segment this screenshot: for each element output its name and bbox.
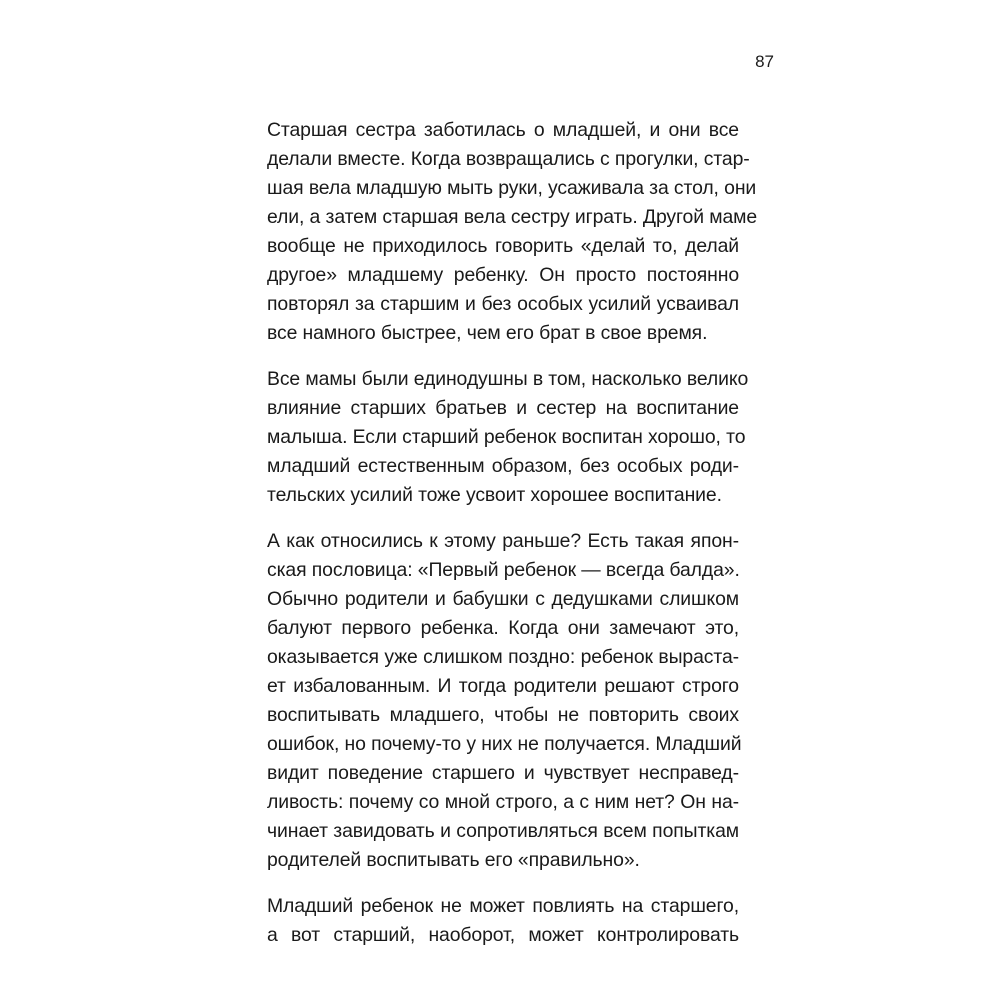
text-line: шая вела младшую мыть руки, усаживала за стол, они [267, 177, 757, 199]
text-line: вообще не приходилось говорить «делай то, делай [267, 235, 739, 257]
text-line: Обычно родители и бабушки с дедушками слишком [267, 588, 739, 610]
text-line: видит поведение старшего и чувствует несправед- [267, 762, 739, 784]
text-line: все намного быстрее, чем его брат в свое время. [267, 322, 708, 344]
text-line: повторял за старшим и без особых усилий усваивал [267, 293, 739, 315]
text-line: Старшая сестра заботилась о младшей, и они все [267, 119, 739, 141]
text-line: влияние старших братьев и сестер на воспитание [267, 397, 739, 419]
text-line: ошибок, но почему-то у них не получается. Младший [267, 733, 742, 755]
paragraph [267, 892, 739, 950]
text-line: тельских усилий тоже усвоит хорошее воспитание. [267, 484, 722, 506]
text-line: делали вместе. Когда возвращались с прогулки, стар- [267, 148, 750, 170]
paragraph [267, 116, 758, 348]
text-line: ели, а затем старшая вела сестру играть. Другой маме [267, 206, 758, 228]
text-line: младший естественным образом, без особых роди- [267, 455, 739, 477]
text-line: Младший ребенок не может повлиять на старшего, [267, 895, 739, 917]
text-line: А как относились к этому раньше? Есть такая япон- [267, 530, 739, 552]
text-line: родителей воспитывать его «правильно». [267, 849, 640, 871]
paragraph [267, 527, 742, 875]
text-line: а вот старший, наоборот, может контролировать [267, 924, 739, 946]
text-line: оказывается уже слишком поздно: ребенок выраста- [267, 646, 739, 668]
text-line: ет избалованным. И тогда родители решают строго [267, 675, 739, 697]
paragraph [267, 365, 749, 510]
text-line: чинает завидовать и сопротивляться всем попыткам [267, 820, 739, 842]
text-line: воспитывать младшего, чтобы не повторить своих [267, 704, 739, 726]
text-line: другое» младшему ребенку. Он просто постоянно [267, 264, 739, 286]
text-line: Все мамы были единодушны в том, насколько велико [267, 368, 749, 390]
page-number: 87 [755, 52, 774, 71]
text-line: малыша. Если старший ребенок воспитан хорошо, то [267, 426, 746, 448]
text-line: балуют первого ребенка. Когда они замечают это, [267, 617, 739, 639]
text-line: ская пословица: «Первый ребенок — всегда балда». [267, 559, 740, 581]
body-text [267, 116, 758, 967]
text-line: ливость: почему со мной строго, а с ним нет? Он на- [267, 791, 739, 813]
